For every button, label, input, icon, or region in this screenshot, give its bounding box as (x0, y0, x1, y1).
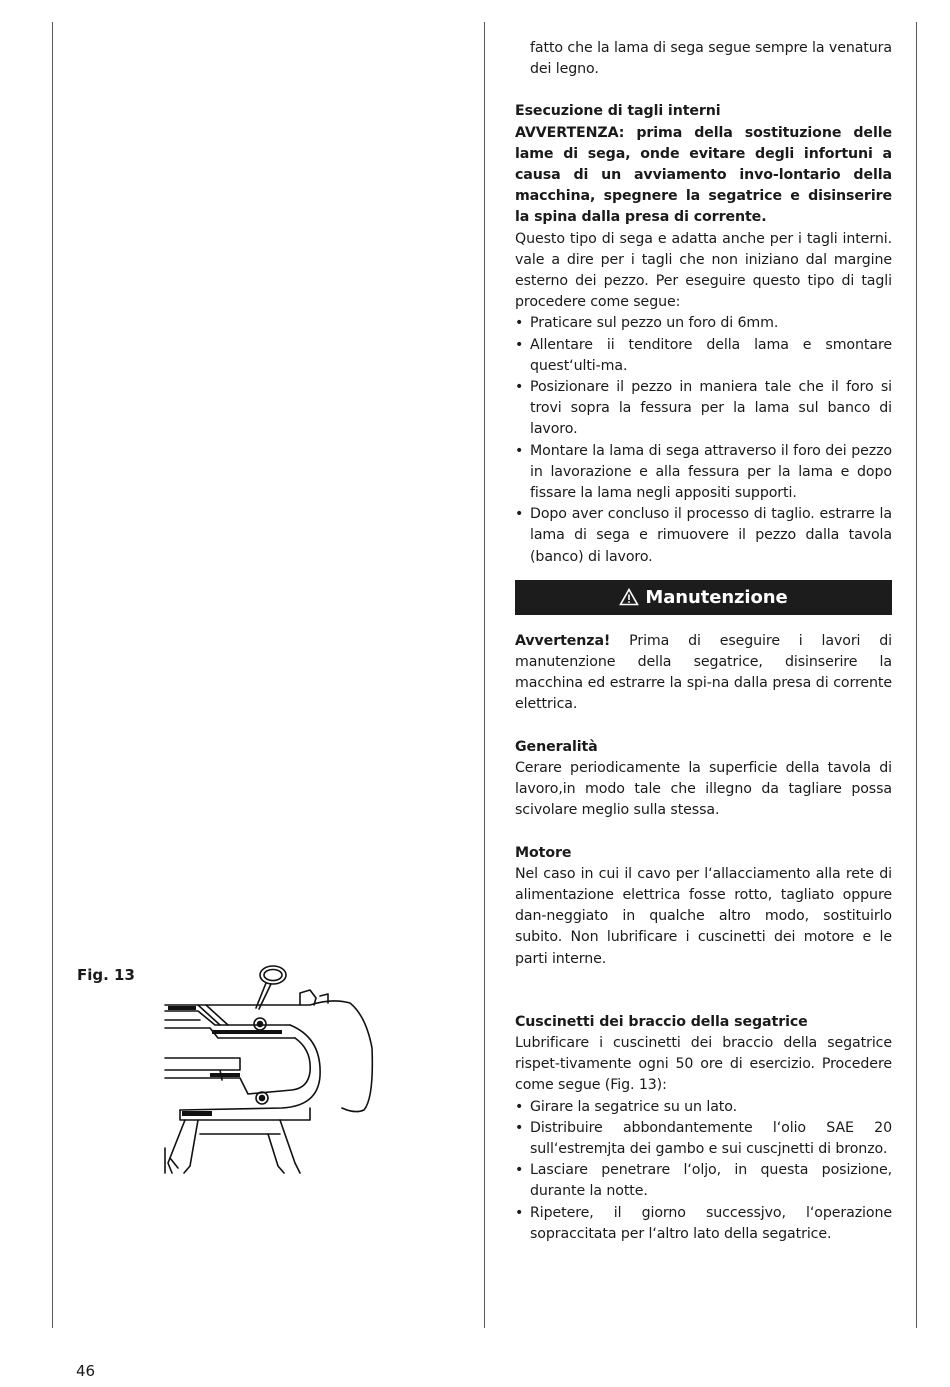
scroll-saw-lubrication-illustration (160, 958, 385, 1183)
list-item: • Distribuire abbondantemente l‘olio SAE 20 sull‘estremjta dei gambo e sui cuscjnetti di bronzo. (515, 1118, 892, 1160)
internal-cuts-heading: Esecuzione di tagli interni (515, 103, 721, 120)
bearings-intro: Lubrificare i cuscinetti dei braccio della segatrice rispet-tivamente ogni 50 ore di esercizio. Procedere come segue (Fig. 13): (515, 1034, 892, 1094)
list-item: • Ripetere, il giorno successjvo, l‘operazione sopraccitata per l‘altro lato della segatrice. (515, 1203, 892, 1245)
list-item: • Montare la lama di sega attraverso il foro dei pezzo in lavorazione e alla fessura per la lama e dopo fissare la lama negli appositi supporti. (515, 441, 892, 505)
list-item: • Praticare sul pezzo un foro di 6mm. (515, 313, 892, 334)
bearings-heading: Cuscinetti dei braccio della segatrice (515, 1013, 808, 1030)
list-item: • Posizionare il pezzo in maniera tale che il foro si trovi sopra la fessura per la lama sul banco di lavoro. (515, 377, 892, 441)
maintenance-title: Manutenzione (645, 586, 788, 608)
internal-cuts-intro: Questo tipo di sega e adatta anche per i tagli interni. vale a dire per i tagli che non iniziano dal margine esterno dei pezzo. Per eseguire questo tipo di tagli procedere come segue: (515, 230, 892, 311)
motor-text: Nel caso in cui il cavo per l‘allacciamento alla rete di alimentazione elettrica fosse rotto, tagliato oppure dan-neggiato in qualche altro modo, sostituirlo subito. Non lubrificare i cuscinetti dei motore e le parti interne. (515, 865, 892, 967)
right-margin-rule (916, 22, 917, 1328)
internal-cuts-steps (515, 313, 892, 567)
column-divider (484, 22, 485, 1328)
list-item: • Dopo aver concluso il processo di taglio. estrarre la lama di sega e rimuovere il pezzo dalla tavola (banco) di lavoro. (515, 504, 892, 568)
bearings-steps (515, 1097, 892, 1245)
intro-paragraph: fatto che la lama di sega segue sempre la venatura dei legno. (530, 40, 892, 78)
internal-cuts-warning: AVVERTENZA: prima della sostituzione delle lame di sega, onde evitare degli infortuni a causa di un avviamento invo-lontario della macchina, spegnere la segatrice e disinserire la spina dalla presa di corrente. (515, 124, 892, 226)
left-margin-rule (52, 22, 53, 1328)
warning-triangle-icon (619, 588, 639, 606)
maintenance-warning-label: Avvertenza! (515, 632, 611, 649)
general-heading: Generalità (515, 738, 598, 755)
text-column (515, 38, 892, 1245)
page-number: 46 (76, 1362, 96, 1380)
maintenance-warning-text: Prima di eseguire i lavori di manutenzione della segatrice, disinserire la macchina ed estrarre la spi-na dalla presa di corrente elettrica. (515, 632, 892, 713)
motor-heading: Motore (515, 844, 572, 861)
maintenance-warning (515, 631, 892, 716)
list-item: • Girare la segatrice su un lato. (515, 1097, 892, 1118)
general-text: Cerare periodicamente la superficie della tavola di lavoro,in modo tale che illegno da tagliare possa scivolare meglio sulla stessa. (515, 759, 892, 819)
maintenance-section-header (515, 580, 892, 615)
figure-label: Fig. 13 (77, 966, 135, 984)
list-item: • Lasciare penetrare l‘oljo, in questa posizione, durante la notte. (515, 1160, 892, 1202)
list-item: • Allentare ii tenditore della lama e smontare quest‘ulti-ma. (515, 335, 892, 377)
